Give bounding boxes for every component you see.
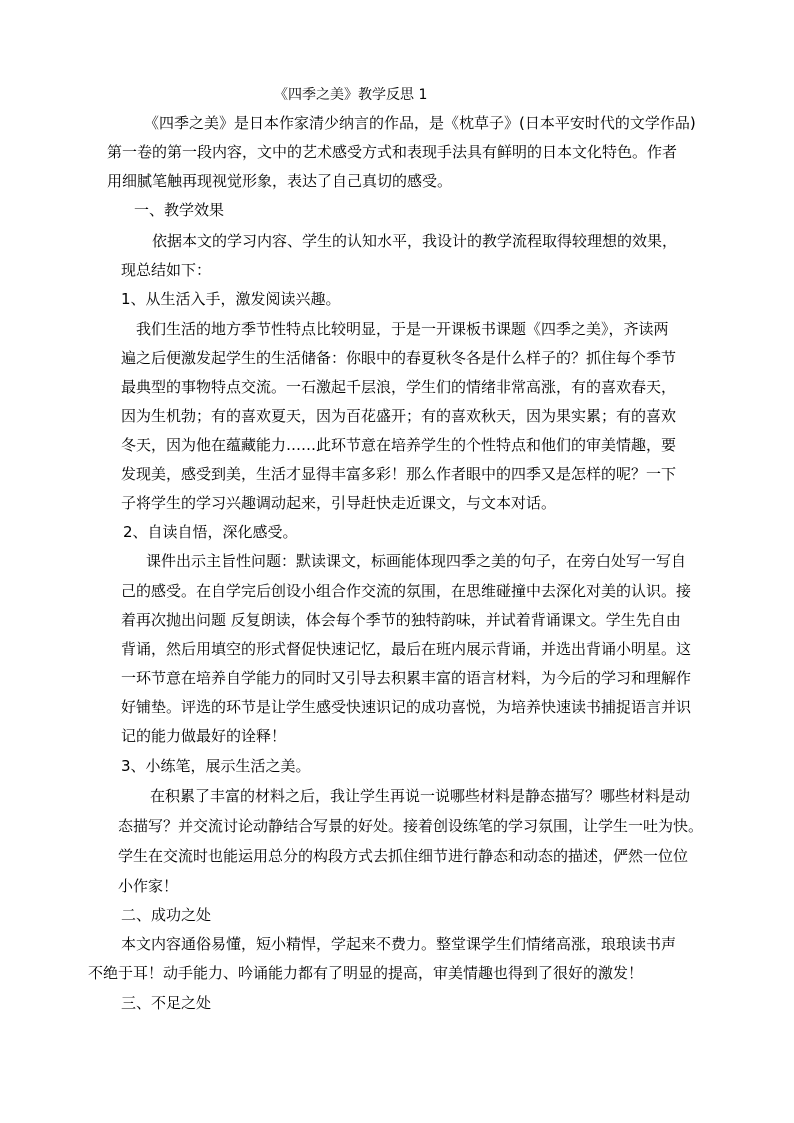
intro-line-3: 用细腻笔触再现视觉形象，表达了自己真切的感受。 <box>107 172 453 190</box>
section2-line-1: 本文内容通俗易懂，短小精悍，学起来不费力。整堂课学生们情绪高涨，琅琅读书声 <box>121 935 677 953</box>
item2-line-1: 课件出示主旨性问题：默读课文，标画能体现四季之美的句子，在旁白处写一写自 <box>146 552 687 570</box>
item3-line-1: 在积累了丰富的材料之后，我让学生再说一说哪些材料是静态描写？哪些材料是动 <box>150 787 691 805</box>
document-title: 《四季之美》教学反思 1 <box>274 87 428 103</box>
item3-line-3: 学生在交流时也能运用总分的构段方式去抓住细节进行静态和动态的描述，俨然一位位 <box>118 847 689 865</box>
intro-line-1: 《四季之美》是日本作家清少纳言的作品，是《枕草子》(日本平安时代的文学作品) <box>144 114 696 132</box>
item1-line-4: 因为生机勃；有的喜欢夏天，因为百花盛开；有的喜欢秋天，因为果实累；有的喜欢 <box>121 407 677 425</box>
item1-line-3: 最典型的事物特点交流。一石激起千层浪，学生们的情绪非常高涨，有的喜欢春天， <box>121 378 677 396</box>
section3-heading: 三、不足之处 <box>121 994 212 1012</box>
item3-line-2: 态描写？并交流讨论动静结合写景的好处。接着创设练笔的学习氛围，让学生一吐为快。 <box>118 817 704 835</box>
intro-line-2: 第一卷的第一段内容，文中的艺术感受方式和表现手法具有鲜明的日本文化特色。作者 <box>107 143 678 161</box>
item1-line-2: 遍之后便激发起学生的生活储备：你眼中的春夏秋冬各是什么样子的？抓住每个季节 <box>121 349 677 367</box>
item2-line-2: 己的感受。在自学完后创设小组合作交流的氛围，在思维碰撞中去深化对美的认识。接 <box>121 582 692 600</box>
item2-line-5: 一环节意在培养自学能力的同时又引导去积累丰富的语言材料，为今后的学习和理解作 <box>121 669 692 687</box>
item1-heading: 1、从生活入手，激发阅读兴趣。 <box>121 290 341 308</box>
section2-line-2: 不绝于耳！动手能力、吟诵能力都有了明显的提高，审美情趣也得到了很好的激发！ <box>88 964 644 982</box>
item2-line-6: 好铺垫。评选的环节是让学生感受快速识记的成功喜悦，为培养快速读书捕捉语言并识 <box>121 698 692 716</box>
item1-line-5: 冬天，因为他在蕴藏能力……此环节意在培养学生的个性特点和他们的审美情趣，要 <box>121 436 677 454</box>
item2-line-3: 着再次抛出问题 反复朗读，体会每个季节的独特韵味，并试着背诵课文。学生先自由 <box>121 611 681 629</box>
item2-line-4: 背诵，然后用填空的形式督促快速记忆，最后在班内展示背诵，并选出背诵小明星。这 <box>121 640 692 658</box>
section2-heading: 二、成功之处 <box>121 906 212 924</box>
section1-heading: 一、教学效果 <box>134 201 225 219</box>
item2-line-7: 记的能力做最好的诠释！ <box>121 727 287 745</box>
item3-line-4: 小作家！ <box>118 877 179 895</box>
section1-intro-line-2: 现总结如下： <box>121 261 212 279</box>
item1-line-1: 我们生活的地方季节性特点比较明显，于是一开课板书课题《四季之美》，齐读两 <box>136 320 669 338</box>
item1-line-7: 子将学生的学习兴趣调动起来，引导赶快走近课文，与文本对话。 <box>121 494 557 512</box>
section1-intro-line-1: 依据本文的学习内容、学生的认知水平，我设计的教学流程取得较理想的效果， <box>152 232 678 250</box>
item3-heading: 3、小练笔，展示生活之美。 <box>121 757 311 775</box>
item1-line-6: 发现美，感受到美，生活才显得丰富多彩！那么作者眼中的四季又是怎样的呢？一下 <box>121 465 677 483</box>
item2-heading: 2、自读自悟，深化感受。 <box>123 523 298 541</box>
